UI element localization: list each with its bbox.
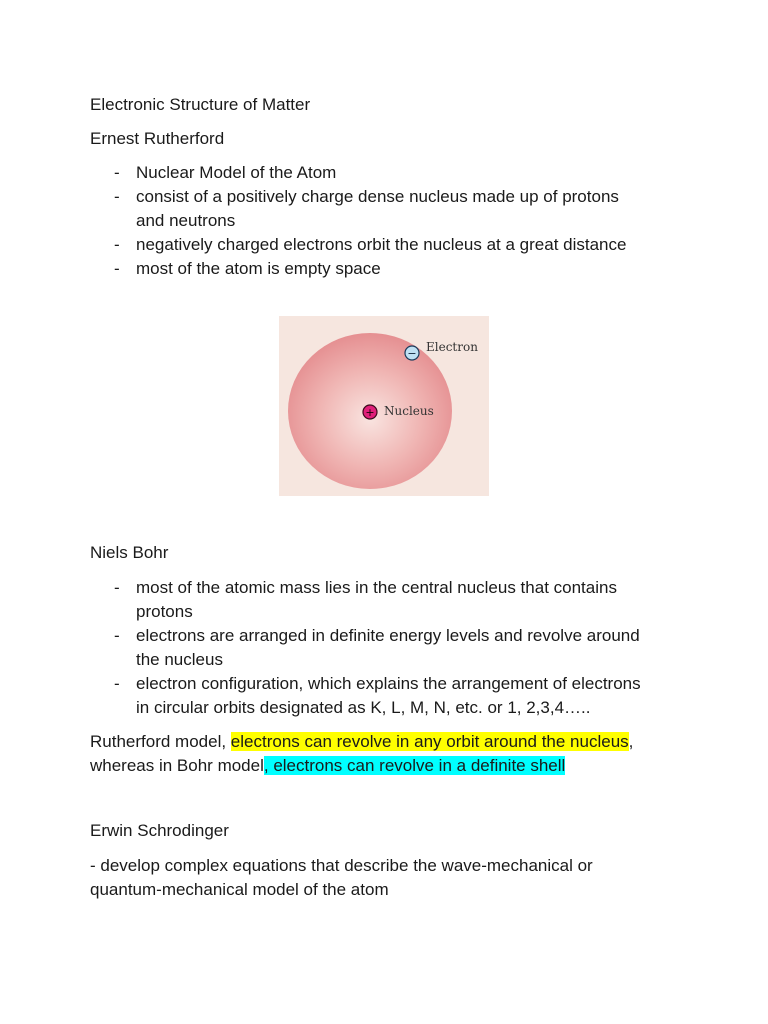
schrodinger-line-2: quantum-mechanical model of the atom bbox=[90, 880, 389, 899]
bohr-heading: Niels Bohr bbox=[90, 543, 169, 562]
highlight-rutherford: electrons can revolve in any orbit around the nucleus bbox=[230, 732, 629, 751]
comparison-prefix: Rutherford model, bbox=[90, 732, 231, 751]
schrodinger-line-1: - develop complex equations that describe the wave-mechanical or bbox=[90, 856, 593, 875]
nucleus-symbol: + bbox=[365, 406, 375, 419]
bullet-dash: - bbox=[114, 626, 120, 645]
electron-icon bbox=[405, 346, 419, 360]
bullet-dash: - bbox=[114, 259, 120, 278]
bohr-bullet-1-line-2: protons bbox=[136, 602, 193, 621]
electron-label: Electron bbox=[426, 340, 478, 354]
rutherford-bullet-1: Nuclear Model of the Atom bbox=[136, 163, 337, 182]
rutherford-bullet-3: negatively charged electrons orbit the nucleus at a great distance bbox=[136, 235, 627, 254]
bohr-bullet-2-line-1: electrons are arranged in definite energy levels and revolve around bbox=[136, 626, 640, 645]
bohr-bullet-1-line-1: most of the atomic mass lies in the central nucleus that contains bbox=[136, 578, 617, 597]
electron-symbol: − bbox=[407, 347, 417, 360]
rutherford-bullet-2-line-2: and neutrons bbox=[136, 211, 236, 230]
nucleus-icon bbox=[363, 405, 377, 419]
nucleus-label: Nucleus bbox=[384, 404, 434, 418]
bullet-dash: - bbox=[114, 674, 120, 693]
document-title: Electronic Structure of Matter bbox=[90, 95, 311, 114]
schrodinger-heading: Erwin Schrodinger bbox=[90, 821, 229, 840]
bohr-bullet-3-line-2: in circular orbits designated as K, L, M, N, etc. or 1, 2,3,4….. bbox=[136, 698, 591, 717]
bullet-dash: - bbox=[114, 163, 120, 182]
comparison-suffix: , bbox=[628, 732, 634, 751]
bohr-bullet-2-line-2: the nucleus bbox=[136, 650, 223, 669]
bullet-dash: - bbox=[114, 187, 120, 206]
bullet-dash: - bbox=[114, 578, 120, 597]
rutherford-bullet-2-line-1: consist of a positively charge dense nucleus made up of protons bbox=[136, 187, 619, 206]
highlight-bohr: , electrons can revolve in a definite shell bbox=[263, 756, 566, 775]
comparison-line-1 bbox=[90, 730, 633, 754]
comparison-bohr-prefix: whereas in Bohr model bbox=[90, 756, 264, 775]
bullet-dash: - bbox=[114, 235, 120, 254]
rutherford-bullet-4: most of the atom is empty space bbox=[136, 259, 381, 278]
bohr-bullet-3-line-1: electron configuration, which explains the arrangement of electrons bbox=[136, 674, 641, 693]
comparison-line-2 bbox=[90, 754, 565, 778]
rutherford-atom-figure bbox=[279, 316, 489, 496]
atom-diagram bbox=[279, 316, 489, 496]
rutherford-heading: Ernest Rutherford bbox=[90, 129, 225, 148]
